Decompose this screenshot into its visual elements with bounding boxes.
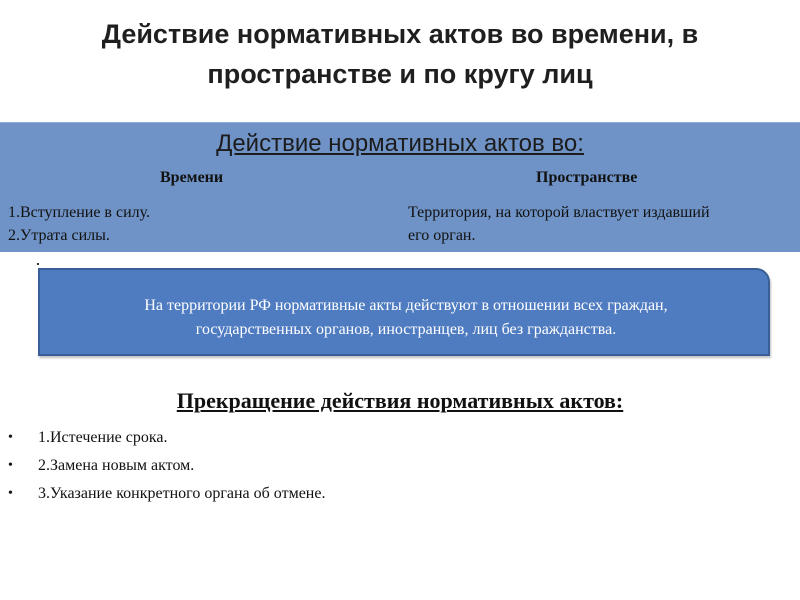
list-item-label: 3.Указание конкретного органа об отмене. bbox=[38, 485, 326, 502]
space-column-text bbox=[408, 201, 793, 247]
slide-title bbox=[0, 14, 800, 94]
persons-scope-box bbox=[38, 268, 770, 356]
space-text-line-2: его орган. bbox=[408, 227, 476, 244]
column-header-time: Времени bbox=[160, 169, 224, 186]
list-item-label: 2.Замена новым актом. bbox=[38, 457, 195, 474]
list-item bbox=[8, 480, 325, 508]
column-header-space: Пространстве bbox=[536, 169, 638, 186]
bullet-icon: • bbox=[8, 430, 13, 445]
termination-title: Прекращение действия нормативных актов: bbox=[176, 388, 624, 413]
persons-scope-line-1: На территории РФ нормативные акты действуют в отношении всех граждан, bbox=[144, 297, 668, 314]
space-text-line-1: Территория, на которой властвует издавший bbox=[408, 204, 710, 221]
action-panel bbox=[0, 122, 800, 252]
persons-scope-line-2: государственных органов, иностранцев, лиц без гражданства. bbox=[195, 321, 617, 338]
persons-scope-text bbox=[40, 294, 772, 342]
time-item-entry-into-force: 1.Вступление в силу. bbox=[8, 204, 151, 221]
list-item bbox=[8, 424, 325, 452]
bullet-icon: • bbox=[8, 486, 13, 501]
termination-list bbox=[8, 424, 325, 508]
time-column-list bbox=[8, 201, 368, 247]
bullet-icon: • bbox=[8, 458, 13, 473]
small-dot-marker bbox=[37, 263, 39, 265]
slide-title-line-2: пространстве и по кругу лиц bbox=[207, 59, 593, 89]
panel-heading: Действие нормативных актов во: bbox=[216, 130, 584, 157]
slide-title-line-1: Действие нормативных актов во времени, в bbox=[101, 19, 699, 49]
time-item-loss-of-force: 2.Утрата силы. bbox=[8, 227, 110, 244]
list-item-label: 1.Истечение срока. bbox=[38, 429, 168, 446]
list-item bbox=[8, 452, 325, 480]
